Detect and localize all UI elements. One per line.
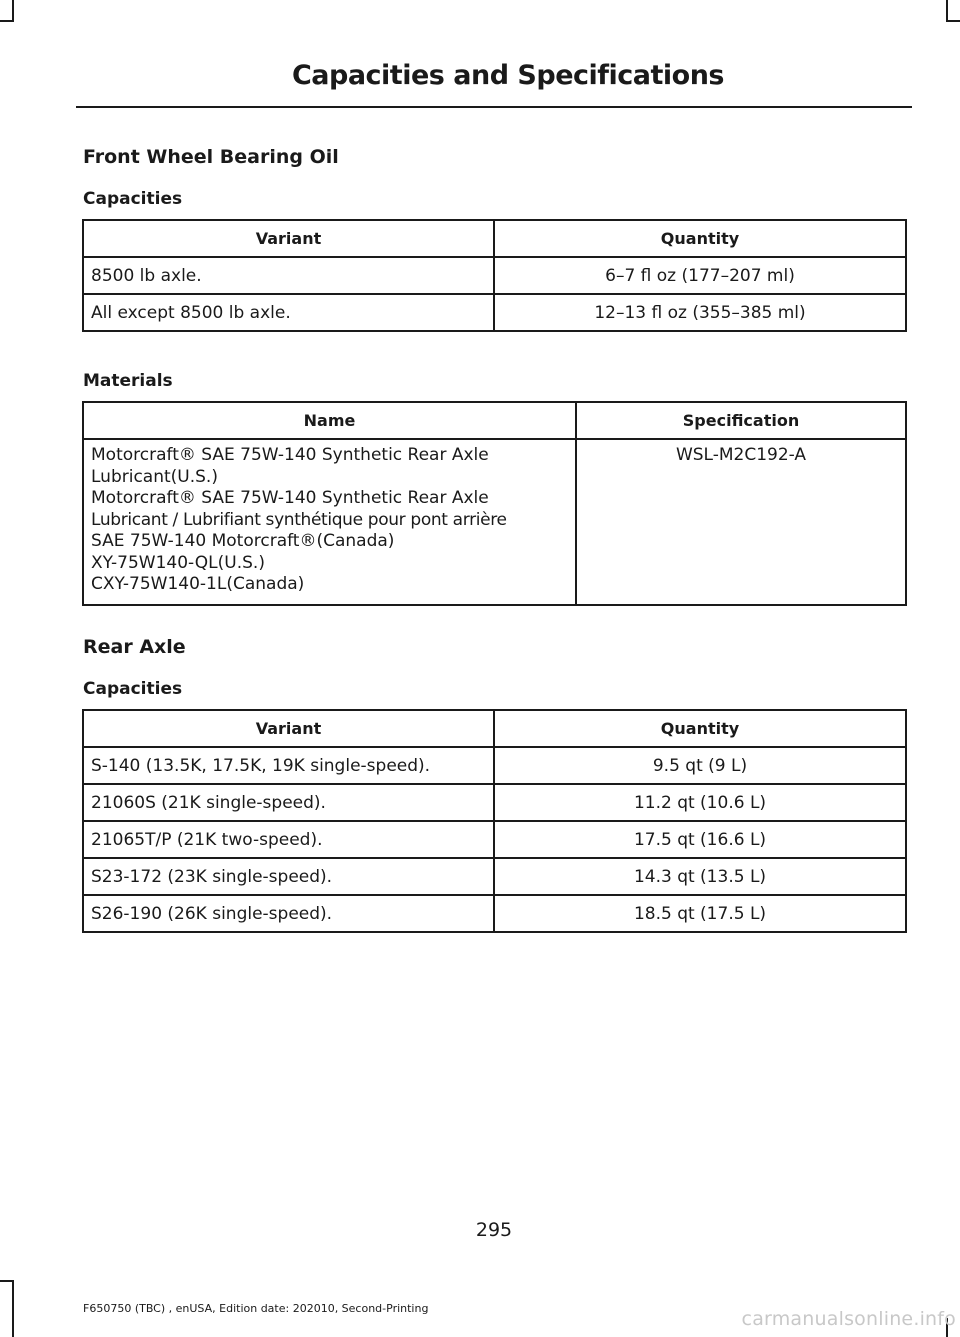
column-header-quantity: Quantity [494, 710, 906, 747]
specification-cell: WSL-M2C192-A [576, 439, 906, 605]
crop-mark-top-right-vertical [946, 0, 948, 22]
page-number: 295 [475, 1219, 513, 1241]
column-header-quantity: Quantity [494, 220, 906, 257]
table-row [83, 257, 906, 294]
materials-table [82, 401, 907, 606]
variant-cell: All except 8500 lb axle. [83, 294, 494, 331]
table-header-row [83, 710, 906, 747]
quantity-cell: 6–7 fl oz (177–207 ml) [494, 257, 906, 294]
material-name-cell [83, 439, 576, 605]
edition-footer: F650750 (TBC) , enUSA, Edition date: 202010, Second-Printing [83, 1302, 429, 1315]
material-name-line: Motorcraft® SAE 75W-140 Synthetic Rear Axle [91, 445, 489, 465]
material-name-line: XY-75W140-QL(U.S.) [91, 552, 265, 573]
table-header-row [83, 402, 906, 439]
table-header-row [83, 220, 906, 257]
table-row [83, 821, 906, 858]
quantity-cell: 12–13 fl oz (355–385 ml) [494, 294, 906, 331]
subheading-capacities-front: Capacities [83, 189, 183, 209]
title-divider [76, 106, 912, 108]
quantity-cell: 11.2 qt (10.6 L) [494, 784, 906, 821]
column-header-variant: Variant [83, 710, 494, 747]
crop-mark-bottom-left-vertical [12, 1280, 14, 1337]
table-row [83, 784, 906, 821]
quantity-cell: 14.3 qt (13.5 L) [494, 858, 906, 895]
crop-mark-top-left-vertical [12, 0, 14, 22]
column-header-variant: Variant [83, 220, 494, 257]
crop-mark-top-right-horizontal [946, 20, 960, 22]
material-name-line: Lubricant / Lubrifiant synthétique pour pont arrière [91, 509, 507, 530]
front-capacities-table [82, 219, 907, 332]
page-title: Capacities and Specifications [291, 60, 724, 91]
column-header-specification: Specification [576, 402, 906, 439]
variant-cell: 21065T/P (21K two-speed). [83, 821, 494, 858]
rear-axle-capacities-table [82, 709, 907, 933]
material-name-line: SAE 75W-140 Motorcraft®(Canada) [91, 531, 395, 551]
variant-cell: S26-190 (26K single-speed). [83, 895, 494, 932]
material-name-line: CXY-75W140-1L(Canada) [91, 574, 305, 594]
quantity-cell: 18.5 qt (17.5 L) [494, 895, 906, 932]
section-heading-rear-axle: Rear Axle [83, 636, 186, 658]
quantity-cell: 9.5 qt (9 L) [494, 747, 906, 784]
subheading-materials: Materials [83, 371, 173, 391]
table-row [83, 895, 906, 932]
watermark-text: carmanualsonline.info [741, 1308, 956, 1330]
material-name-line: Lubricant(U.S.) [91, 466, 218, 487]
subheading-capacities-rear: Capacities [83, 679, 183, 699]
variant-cell: S-140 (13.5K, 17.5K, 19K single-speed). [83, 747, 494, 784]
crop-mark-bottom-left-horizontal [0, 1280, 14, 1282]
table-row [83, 858, 906, 895]
table-row [83, 747, 906, 784]
variant-cell: 21060S (21K single-speed). [83, 784, 494, 821]
quantity-cell: 17.5 qt (16.6 L) [494, 821, 906, 858]
variant-cell: S23-172 (23K single-speed). [83, 858, 494, 895]
variant-cell: 8500 lb axle. [83, 257, 494, 294]
crop-mark-top-left-horizontal [0, 20, 14, 22]
table-row [83, 294, 906, 331]
table-row [83, 439, 906, 605]
column-header-name: Name [83, 402, 576, 439]
material-name-line: Motorcraft® SAE 75W-140 Synthetic Rear Axle [91, 488, 489, 508]
section-heading-front-wheel-bearing-oil: Front Wheel Bearing Oil [83, 146, 339, 168]
